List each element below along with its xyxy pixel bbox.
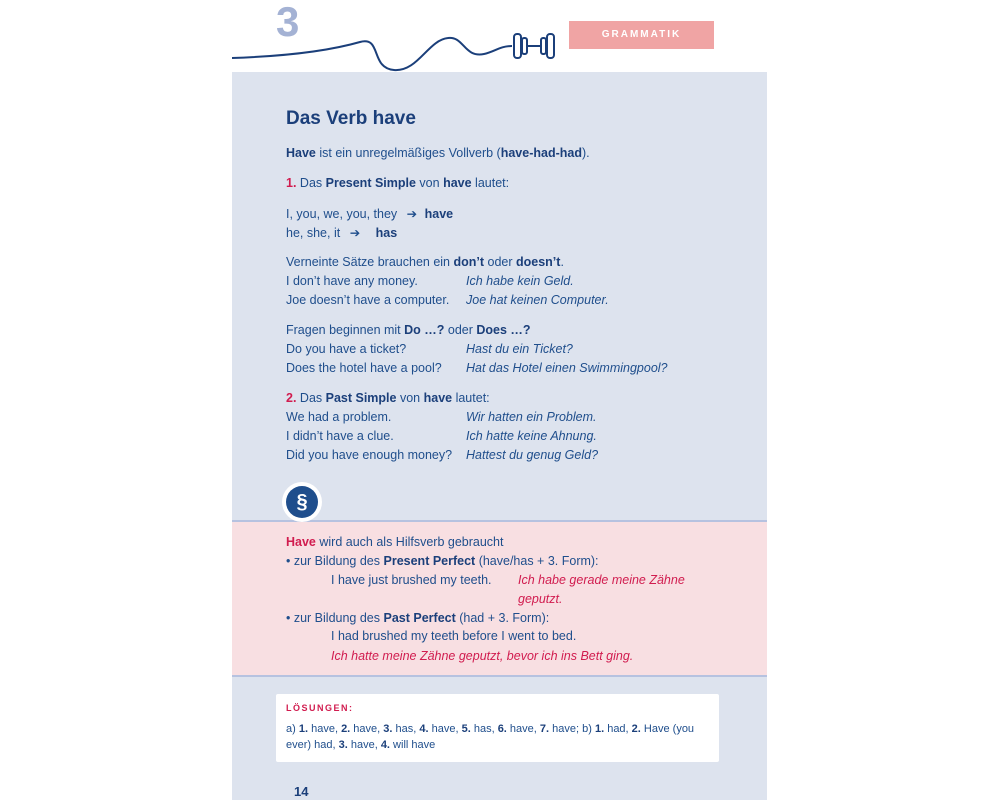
paragraph-icon	[282, 482, 322, 522]
solution-number: 4.	[419, 723, 429, 735]
example-en: Joe doesn’t have a computer.	[286, 293, 450, 307]
example-en: Do you have a ticket?	[286, 342, 407, 356]
note-bullet: • zur Bildung des Present Perfect (have/has + 3. Form):	[286, 554, 599, 568]
note-intro: Have wird auch als Hilfsverb gebraucht	[286, 535, 504, 549]
arrow-right-icon: ➔	[349, 226, 361, 240]
wave-dumbbell-icon	[232, 28, 572, 78]
solution-answer: ever) had,	[286, 739, 339, 751]
example-en: Did you have enough money?	[286, 448, 453, 462]
paragraph-symbol: §	[286, 486, 318, 518]
conjugation-row: I, you, we, you, they ➔ have	[286, 207, 454, 221]
note-bullet: • zur Bildung des Past Perfect (had + 3. Form):	[286, 611, 550, 625]
solution-answer: have,	[506, 723, 540, 735]
example-en: Does the hotel have a pool?	[286, 361, 442, 375]
solution-number: 7.	[539, 723, 550, 735]
solution-number: 2.	[631, 723, 641, 735]
page-number: 14	[294, 784, 309, 799]
solution-answer: have; b)	[549, 723, 595, 735]
note-example-en: I had brushed my teeth before I went to bed.	[331, 629, 577, 643]
example-en: I don’t have any money.	[286, 274, 418, 288]
note-example-de: geputzt.	[518, 592, 563, 606]
solution-answer: a)	[286, 723, 299, 735]
solution-number: 3.	[338, 739, 348, 751]
solutions-line	[286, 721, 706, 737]
solution-answer: has,	[470, 723, 498, 735]
section-tag: GRAMMATIK	[569, 21, 714, 49]
example-de: Hattest du genug Geld?	[466, 448, 599, 462]
question-rule: Fragen beginnen mit Do …? oder Does …?	[286, 323, 531, 337]
page-title: Das Verb have	[286, 108, 416, 129]
arrow-right-icon: ➔	[406, 207, 418, 221]
solution-number: 5.	[461, 723, 471, 735]
solution-number: 4.	[380, 739, 390, 751]
solution-answer: will have	[390, 739, 436, 751]
section1-heading: 1. Das Present Simple von have lautet:	[286, 176, 510, 190]
solution-answer: have,	[428, 723, 462, 735]
solution-answer: had,	[604, 723, 632, 735]
example-de: Ich hatte keine Ahnung.	[466, 429, 597, 443]
solution-number: 3.	[383, 723, 393, 735]
example-de: Joe hat keinen Computer.	[466, 293, 609, 307]
note-example-de: Ich hatte meine Zähne geputzt, bevor ich ins Bett ging.	[331, 649, 634, 663]
solution-answer: have,	[347, 739, 381, 751]
solutions-line	[286, 737, 706, 753]
example-en: I didn’t have a clue.	[286, 429, 394, 443]
example-de: Ich habe kein Geld.	[466, 274, 574, 288]
negation-rule: Verneinte Sätze brauchen ein don’t oder doesn’t.	[286, 255, 564, 269]
conjugation-row: he, she, it ➔ has	[286, 226, 398, 240]
note-example-de: Ich habe gerade meine Zähne	[518, 573, 685, 587]
section2-heading: 2. Das Past Simple von have lautet:	[286, 391, 490, 405]
example-de: Hat das Hotel einen Swimmingpool?	[466, 361, 668, 375]
chapter-number: 3	[276, 0, 300, 45]
solution-number: 1.	[298, 723, 309, 735]
example-de: Wir hatten ein Problem.	[466, 410, 597, 424]
solution-answer: have,	[350, 723, 384, 735]
intro-line: Have ist ein unregelmäßiges Vollverb (have-had-had).	[286, 146, 590, 160]
solution-answer: Have (you	[640, 723, 695, 735]
example-de: Hast du ein Ticket?	[466, 342, 573, 356]
solution-answer: has,	[392, 723, 420, 735]
solution-number: 1.	[594, 723, 605, 735]
solution-number: 6.	[497, 723, 507, 735]
solution-number: 2.	[341, 723, 351, 735]
solution-answer: have,	[308, 723, 342, 735]
solutions-title: LÖSUNGEN:	[286, 703, 354, 713]
note-example-en: I have just brushed my teeth.	[331, 573, 492, 587]
example-en: We had a problem.	[286, 410, 392, 424]
solutions-text	[286, 721, 706, 753]
